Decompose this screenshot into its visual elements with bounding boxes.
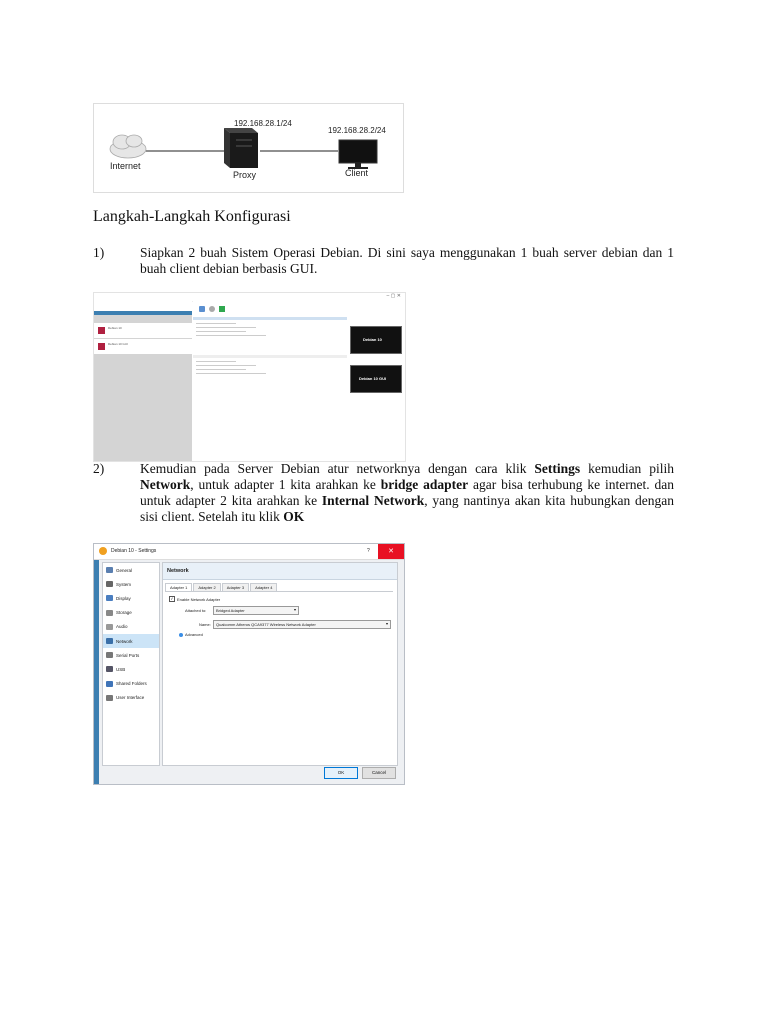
sidebar-item-label: User Interface	[116, 695, 145, 701]
tab-adapter-4[interactable]: Adapter 4	[250, 583, 277, 591]
proxy-label: Proxy	[233, 170, 257, 180]
sidebar-item-label: General	[116, 567, 133, 573]
vm1-details	[193, 317, 347, 356]
section-title: Network	[167, 568, 189, 574]
sidebar-item-usb[interactable]	[103, 662, 159, 676]
settings-category-icon	[106, 567, 113, 573]
dialog-titlebar	[94, 544, 404, 560]
settings-category-icon	[106, 610, 113, 616]
background-window-edge	[94, 560, 99, 784]
sidebar-item-label: Shared Folders	[116, 681, 147, 687]
sidebar-item-label: Network	[116, 638, 133, 644]
monitor-icon	[339, 140, 377, 169]
attached-label: Attached to:	[185, 608, 207, 613]
client-ip: 192.168.28.2/24	[328, 126, 386, 135]
close-button[interactable]: ✕	[378, 544, 404, 559]
tab-adapter-3[interactable]: Adapter 3	[222, 583, 249, 591]
advanced-toggle[interactable]: Advanced	[179, 632, 203, 637]
start-icon	[219, 306, 225, 312]
enable-checkbox[interactable]: ✓	[170, 596, 174, 601]
client-label: Client	[345, 168, 369, 178]
sidebar-item-audio[interactable]	[103, 620, 159, 634]
ok-button[interactable]: OK	[324, 767, 358, 779]
settings-category-icon	[106, 652, 113, 658]
sidebar-item-display[interactable]	[103, 591, 159, 605]
step-1-number: 1)	[93, 245, 105, 260]
settings-content	[162, 562, 398, 766]
step-2-text: Kemudian pada Server Debian atur networknya dengan cara klik Settings kemudian pilih Network, untuk adapter 1 kita arahkan ke bridge adapter agar bisa terhubung ke internet. dan untuk adapter 2 kita arahkan ke Internal Network, yang nantinya akan kita hubungkan dengan sisi client. Setelah itu klik OK	[140, 461, 675, 524]
settings-category-icon	[106, 681, 113, 687]
sidebar-item-label: Audio	[116, 624, 128, 630]
adapter-tabs	[165, 583, 278, 591]
sidebar-item-label: USB	[116, 666, 126, 672]
network-diagram	[93, 103, 404, 193]
vm2-preview: Debian 10 GUI	[350, 365, 402, 393]
settings-dialog-screenshot	[93, 543, 405, 785]
virtualbox-manager-screenshot	[93, 292, 406, 462]
settings-category-icon	[106, 581, 113, 587]
attached-select[interactable]: Bridged Adapter ▾	[213, 606, 299, 615]
section-heading: Langkah-Langkah Konfigurasi	[93, 208, 291, 225]
sidebar-item-serial-ports[interactable]	[103, 648, 159, 662]
cloud-icon	[110, 135, 146, 158]
sidebar-item-storage[interactable]	[103, 606, 159, 620]
settings-sidebar	[102, 562, 160, 766]
sidebar-item-system[interactable]	[103, 577, 159, 591]
settings-icon	[209, 306, 215, 312]
settings-category-icon	[106, 595, 113, 601]
settings-category-icon	[106, 695, 113, 701]
cancel-button[interactable]: Cancel	[362, 767, 396, 779]
sidebar-item-label: Serial Ports	[116, 652, 140, 658]
server-icon	[224, 128, 258, 168]
internet-label: Internet	[110, 161, 141, 171]
sidebar-item-general[interactable]	[103, 563, 159, 577]
enable-adapter-row	[169, 596, 220, 602]
chevron-down-icon: ▾	[293, 607, 296, 612]
help-button[interactable]: ?	[367, 548, 370, 554]
settings-category-icon	[106, 666, 113, 672]
vm-item-2[interactable]: Debian 10 GUI	[94, 339, 192, 354]
vm-item-1[interactable]: Debian 10	[94, 323, 192, 338]
name-select[interactable]: Qualcomm Atheros QCA9377 Wireless Network Adapter ▾	[213, 620, 391, 629]
chevron-down-icon: ▾	[385, 621, 388, 626]
sidebar-item-label: System	[116, 581, 132, 587]
dialog-title: Debian 10 - Settings	[111, 548, 157, 554]
step-2-number: 2)	[93, 461, 105, 476]
vm2-details	[193, 355, 347, 396]
settings-category-icon	[106, 638, 113, 644]
sidebar-item-network[interactable]	[103, 634, 159, 648]
expand-icon	[179, 633, 183, 637]
tab-adapter-2[interactable]: Adapter 2	[193, 583, 220, 591]
sidebar-item-shared-folders[interactable]	[103, 677, 159, 691]
sidebar-item-label: Storage	[116, 610, 132, 616]
sidebar-item-user-interface[interactable]	[103, 691, 159, 705]
sidebar-item-label: Display	[116, 595, 131, 601]
settings-category-icon	[106, 624, 113, 630]
vm1-preview: Debian 10	[350, 326, 402, 354]
tab-adapter-1[interactable]: Adapter 1	[165, 583, 192, 591]
step-1-text: Siapkan 2 buah Sistem Operasi Debian. Di sini saya menggunakan 1 buah server debian dan 1 buah client debian berbasis GUI.	[140, 245, 674, 276]
new-icon	[199, 306, 205, 312]
name-label: Name:	[199, 622, 211, 627]
vbox-left-pane	[94, 301, 192, 461]
enable-label: Enable Network Adapter	[177, 596, 221, 602]
app-icon	[99, 547, 107, 555]
proxy-ip: 192.168.28.1/24	[234, 119, 292, 128]
vbox-titlebar: – ▢ ✕	[94, 293, 405, 302]
